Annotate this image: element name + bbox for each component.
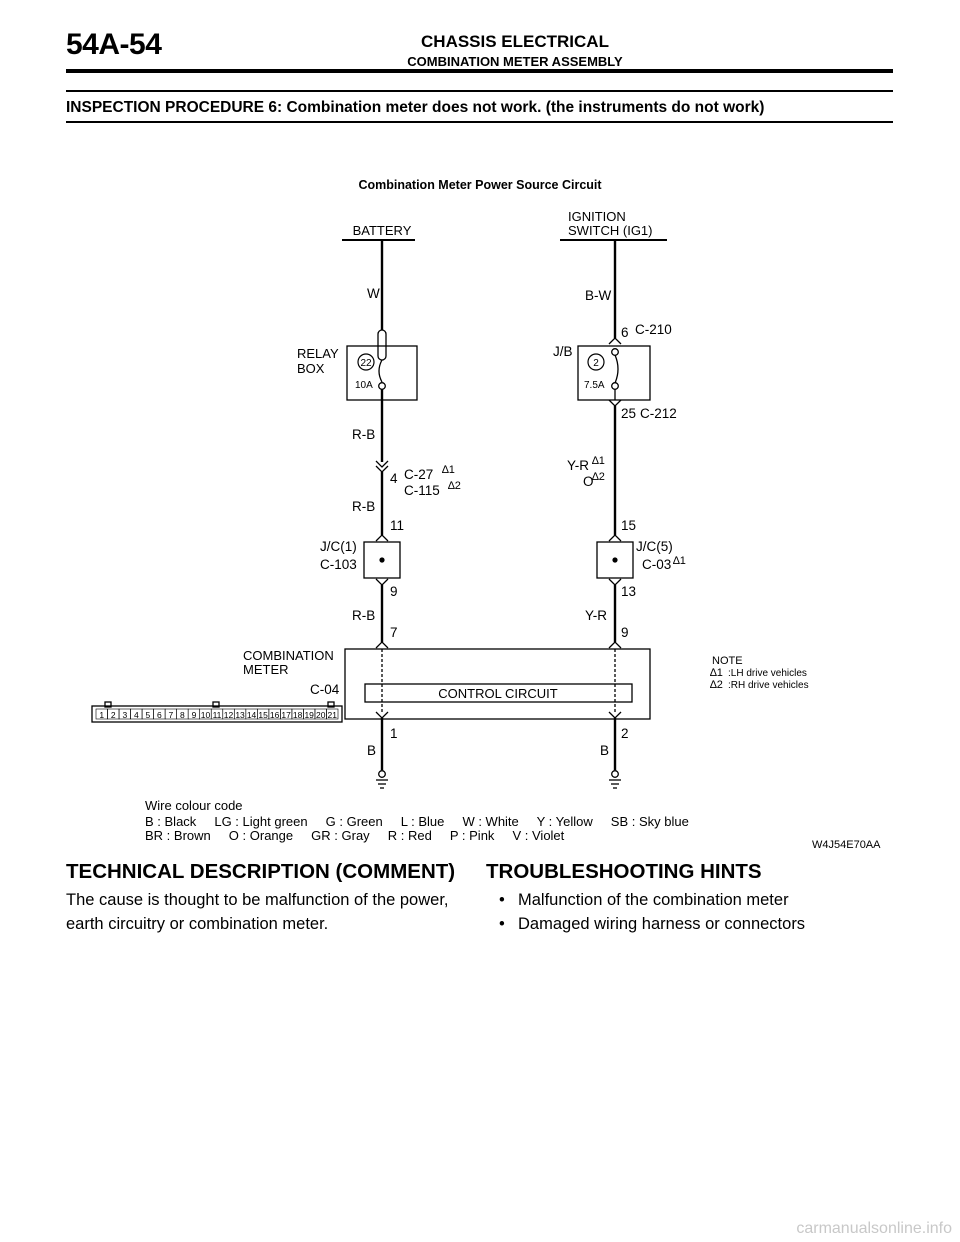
- jb-label: J/B: [553, 344, 573, 359]
- meter-pin-2: 2: [621, 726, 629, 741]
- ignition-label-1: IGNITION: [568, 209, 626, 224]
- hint-item: • Malfunction of the combination meter: [486, 888, 805, 912]
- connector-c04-pin: 17: [281, 710, 291, 720]
- connector-c27-mark: ∆1: [442, 464, 455, 476]
- fuse-22-rating: 10A: [355, 380, 373, 391]
- connector-c04-pin: 1: [99, 710, 105, 720]
- connector-c04-pin: 9: [191, 710, 197, 720]
- procedure-title: INSPECTION PROCEDURE 6: Combination meter does not work. (the instruments do not work): [66, 99, 765, 116]
- technical-text: The cause is thought to be malfunction of the power, earth circuitry or combination meter.: [66, 891, 449, 933]
- connector-c04-pin: 8: [180, 710, 185, 720]
- connector-c04-pin: 14: [246, 710, 257, 720]
- jc5-code: C-03: [642, 557, 672, 572]
- connector-c115-mark: ∆2: [448, 480, 461, 492]
- jc1-pin-9: 9: [390, 584, 398, 599]
- note-title: NOTE: [712, 655, 743, 667]
- connector-c04-pin: 12: [223, 710, 234, 720]
- note-item1: :LH drive vehicles: [728, 668, 807, 679]
- jb-pin-25: 25: [621, 406, 637, 421]
- hints-heading: TROUBLESHOOTING HINTS: [486, 860, 762, 883]
- chapter-title: CHASSIS ELECTRICAL: [421, 32, 609, 51]
- connector-c04-pin: 10: [200, 710, 211, 720]
- ground-wire-right: B: [600, 743, 610, 758]
- jc1-code: C-103: [320, 557, 357, 572]
- technical-heading: TECHNICAL DESCRIPTION (COMMENT): [66, 860, 456, 883]
- wire-rb-3: R-B: [352, 608, 376, 623]
- fuse-22: [378, 330, 386, 360]
- connector-c04-pin: 18: [292, 710, 303, 720]
- ground-wire-left: B: [367, 743, 377, 758]
- meter-pin-9: 9: [621, 625, 629, 640]
- ignition-label-2: SWITCH (IG1): [568, 223, 653, 238]
- wire-yr-2: Y-R: [585, 608, 608, 623]
- fuse-22-link: [379, 360, 382, 382]
- figure-code: W4J54E70AA: [812, 839, 881, 851]
- control-circuit-label: CONTROL CIRCUIT: [438, 686, 558, 701]
- connector-c27: C-27: [404, 467, 434, 482]
- jc1-pin-11: 11: [390, 518, 405, 533]
- connector-c04-pin: 20: [315, 710, 326, 720]
- watermark: carmanualsonline.info: [796, 1220, 952, 1237]
- diagram-title: Combination Meter Power Source Circuit: [358, 178, 602, 192]
- wire-yr-mark: ∆1: [592, 455, 605, 467]
- fuse-22-number: 22: [360, 358, 372, 369]
- wire-code-line2: BR : Brown O : Orange GR : Gray R : Red P : Pink V : Violet: [145, 828, 565, 843]
- connector-pin-4: 4: [390, 471, 398, 486]
- connector-c04-pin: 5: [145, 710, 151, 720]
- section-title: COMBINATION METER ASSEMBLY: [407, 54, 623, 69]
- jb-box: [578, 346, 650, 400]
- wire-bw: B-W: [585, 288, 612, 303]
- fuse-2-link: [615, 355, 618, 383]
- wire-rb-2: R-B: [352, 499, 376, 514]
- connector-c04-pin: 21: [327, 710, 337, 720]
- wire-code-line1: B : Black LG : Light green G : Green L : Blue W : White Y : Yellow SB : Sky blue: [145, 814, 689, 829]
- connector-c04-pin: 13: [235, 710, 245, 720]
- hints-list: [486, 888, 805, 936]
- jc5-code-mark: ∆1: [673, 555, 686, 567]
- connector-c04-pin: 6: [157, 710, 162, 720]
- connector-c04-pin: 3: [122, 710, 128, 720]
- note-item2: :RH drive vehicles: [728, 680, 809, 691]
- wire-o: O: [583, 474, 594, 489]
- connector-c210: C-210: [635, 322, 672, 337]
- wire-w: W: [367, 286, 380, 301]
- connector-c115: C-115: [404, 483, 440, 498]
- wire-o-mark: ∆2: [592, 471, 605, 483]
- jc5-pin-15: 15: [621, 518, 637, 533]
- meter-label-1: COMBINATION: [243, 648, 334, 663]
- connector-c04-pin: 19: [304, 710, 314, 720]
- relay-box-label-2: BOX: [297, 361, 325, 376]
- fuse-2-rating: 7.5A: [584, 380, 605, 391]
- wire-code-title: Wire colour code: [145, 798, 243, 813]
- jc1-label: J/C(1): [320, 539, 357, 554]
- meter-label-2: METER: [243, 662, 289, 677]
- note-item1-mark: ∆1: [710, 667, 723, 679]
- connector-c212: C-212: [640, 406, 677, 421]
- page-number: 54A-54: [66, 28, 162, 61]
- note-item2-mark: ∆2: [710, 679, 723, 691]
- battery-label: BATTERY: [352, 223, 412, 238]
- meter-pin-1: 1: [390, 726, 398, 741]
- connector-c04-pin: 15: [258, 710, 268, 720]
- wire-rb-1: R-B: [352, 427, 376, 442]
- hint-item: • Damaged wiring harness or connectors: [486, 912, 805, 936]
- jc5-pin-13: 13: [621, 584, 637, 599]
- relay-box-label-1: RELAY: [297, 346, 339, 361]
- connector-c04-pin: 2: [110, 710, 116, 720]
- wire-yr-1: Y-R: [567, 458, 590, 473]
- meter-pin-7: 7: [390, 625, 398, 640]
- jc5-label: J/C(5): [636, 539, 673, 554]
- connector-c04-label: C-04: [310, 682, 340, 697]
- connector-c04-pin: 4: [133, 710, 139, 720]
- connector-c04-pin: 7: [168, 710, 174, 720]
- fuse-2-number: 2: [593, 358, 599, 369]
- connector-c04-pin: 16: [269, 710, 280, 720]
- jb-pin-6: 6: [621, 325, 629, 340]
- connector-c04-pin: 11: [212, 710, 222, 720]
